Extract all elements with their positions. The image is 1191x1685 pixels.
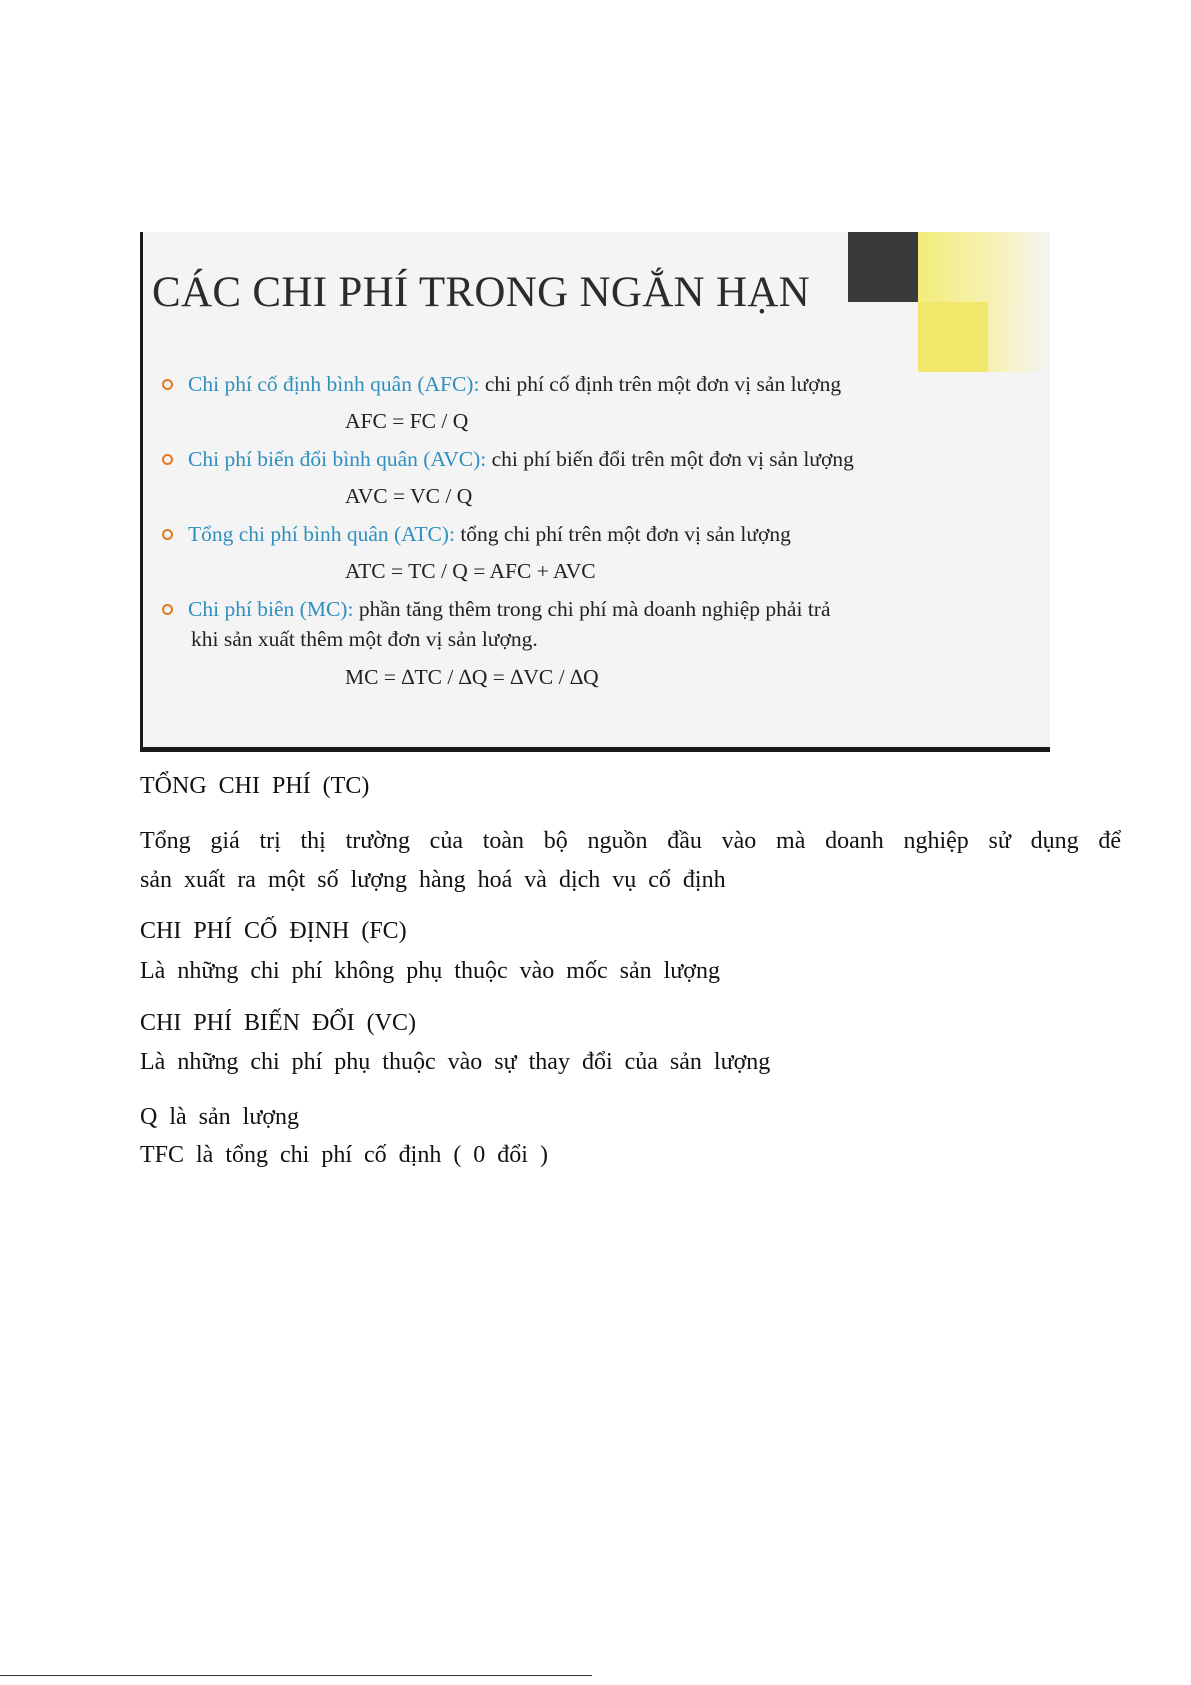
slide-image [140,232,1050,752]
decor-square-light [988,302,1050,372]
slide-left-border [140,232,143,752]
slide-item-atc [162,522,791,547]
footer-rule [0,1675,592,1676]
slide-item-afc [162,372,841,397]
term-mc: Chi phí biên (MC): [188,597,354,621]
desc-mc-continuation: khi sản xuất thêm một đơn vị sản lượng. [191,627,538,651]
slide-item-mc [162,597,831,622]
fc-desc: Là những chi phí không phụ thuộc vào mốc sản lượng [140,958,720,984]
q-definition: Q là sản lượng [140,1104,300,1130]
formula-mc: MC = ∆TC / ∆Q = ∆VC / ∆Q [345,665,599,689]
bullet-icon [162,454,173,465]
tc-desc-line2: sản xuất ra một số lượng hàng hoá và dịch vụ cố định [140,867,726,893]
fc-heading: CHI PHÍ CỐ ĐỊNH (FC) [140,918,407,944]
slide-title: CÁC CHI PHÍ TRONG NGẮN HẠN [152,269,811,316]
slide-bottom-border [140,747,1050,752]
tfc-definition: TFC là tổng chi phí cố định ( 0 đổi ) [140,1142,548,1168]
term-avc: Chi phí biến đổi bình quân (AVC): [188,447,487,471]
decor-square-yellow-fade [918,232,1050,302]
tc-heading: TỔNG CHI PHÍ (TC) [140,773,370,799]
bullet-icon [162,379,173,390]
slide-item-avc [162,447,854,472]
desc-avc: chi phí biến đổi trên một đơn vị sản lượng [486,447,854,471]
decor-square-yellow [918,302,988,372]
term-afc: Chi phí cố định bình quân (AFC): [188,372,480,396]
desc-atc: tổng chi phí trên một đơn vị sản lượng [454,522,791,546]
vc-heading: CHI PHÍ BIẾN ĐỔI (VC) [140,1010,416,1036]
formula-avc: AVC = VC / Q [345,484,473,508]
formula-afc: AFC = FC / Q [345,409,469,433]
decor-square-dark [848,232,918,302]
bullet-icon [162,604,173,615]
tc-desc-line1: Tổng giá trị thị trường của toàn bộ nguồn đầu vào mà doanh nghiệp sử dụng để [140,828,1121,854]
formula-atc: ATC = TC / Q = AFC + AVC [345,559,596,583]
bullet-icon [162,529,173,540]
vc-desc: Là những chi phí phụ thuộc vào sự thay đổi của sản lượng [140,1049,771,1075]
desc-afc: chi phí cố định trên một đơn vị sản lượng [479,372,842,396]
desc-mc: phần tăng thêm trong chi phí mà doanh nghiệp phải trả [353,597,831,621]
term-atc: Tổng chi phí bình quân (ATC): [188,522,455,546]
